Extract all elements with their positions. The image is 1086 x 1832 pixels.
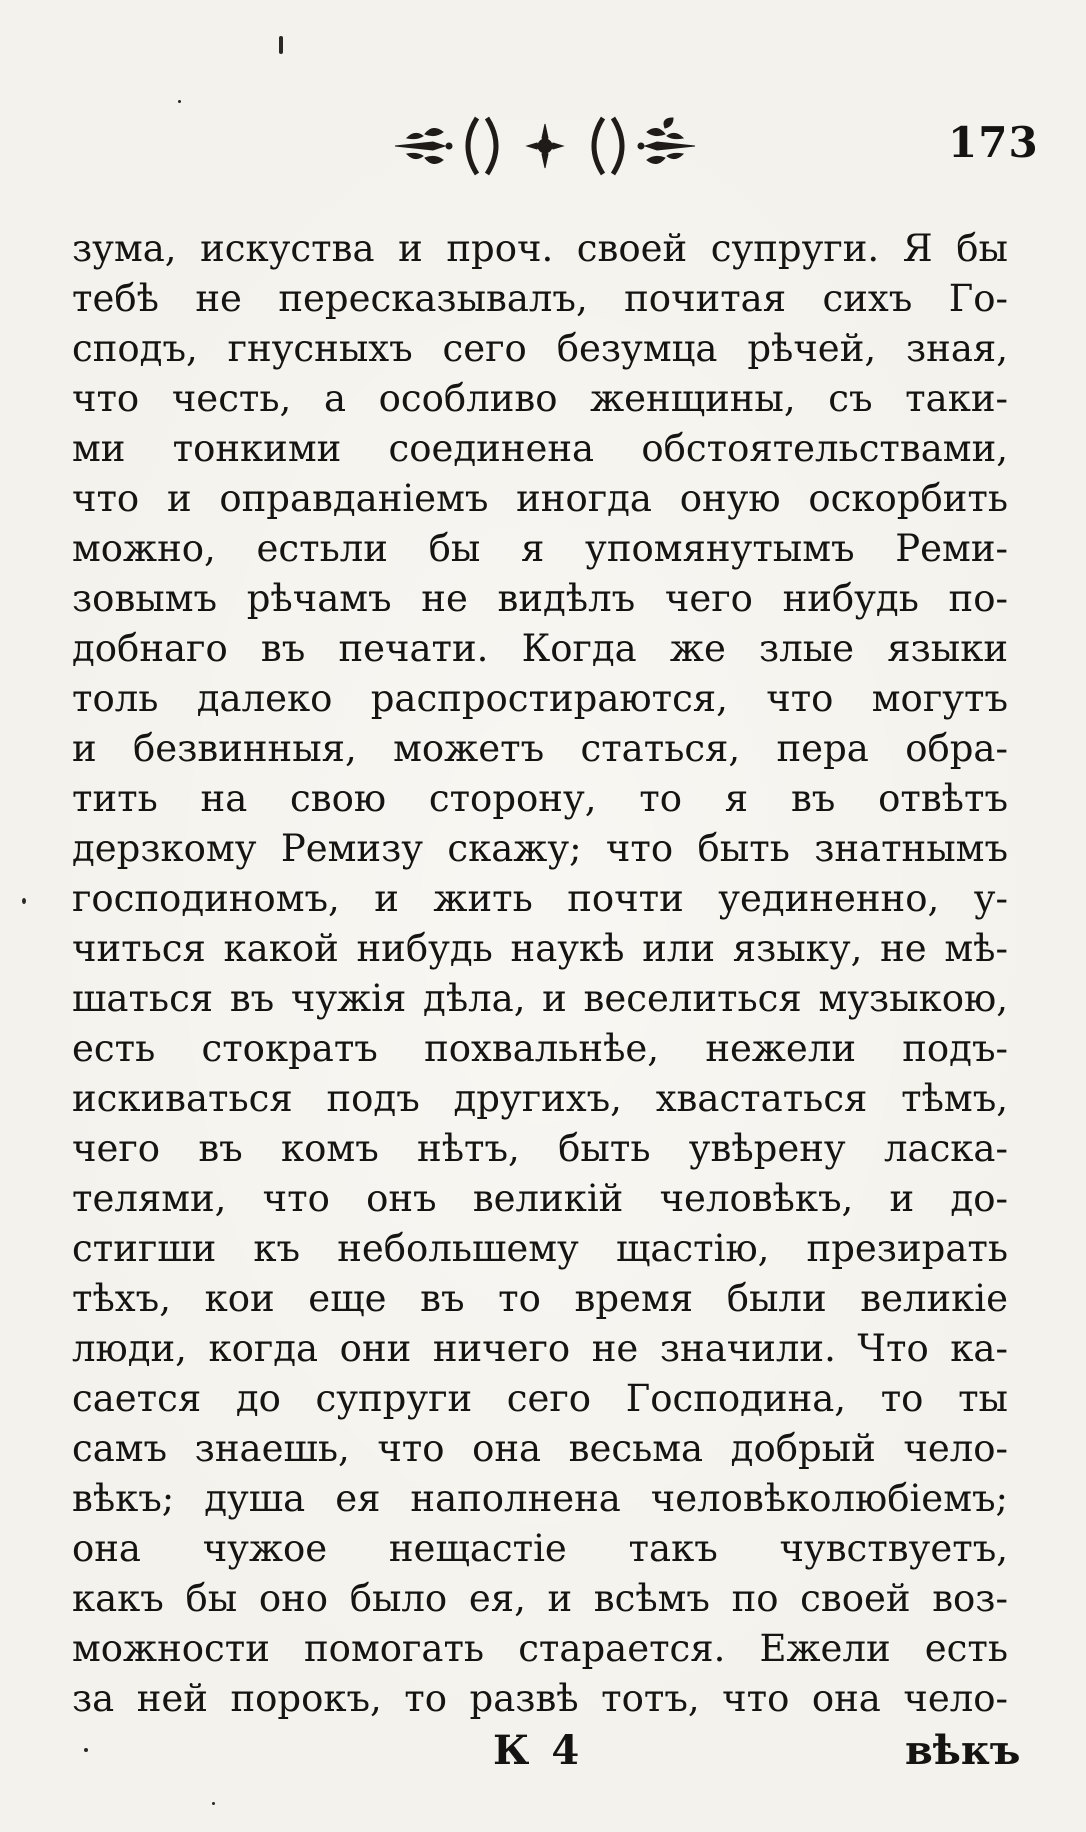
ink-speck — [212, 1802, 215, 1805]
text-line: что и оправданіемъ иногда оную оскорбить — [72, 477, 1008, 520]
text-line: господиномъ, и жить почти уединенно, у- — [72, 877, 1008, 920]
text-line: зовымъ рѣчамъ не видѣлъ чего нибудь по- — [72, 577, 1008, 620]
text-line: шаться въ чужія дѣла, и веселиться музыкою, — [72, 977, 1008, 1020]
text-line: стигши къ небольшему щастію, презирать — [72, 1227, 1008, 1270]
text-line: какъ бы оно было ея, и всѣмъ по своей воз- — [72, 1577, 1008, 1620]
text-line: есть стократъ похвальнѣе, нежели подъ- — [72, 1027, 1008, 1070]
signature-mark: К 4 — [493, 1727, 584, 1774]
text-line: за ней порокъ, то развѣ тотъ, что она чело- — [72, 1677, 1008, 1720]
ink-speck — [22, 898, 26, 904]
text-line: она чужое нещастіе такъ чувствуетъ, — [72, 1527, 1008, 1570]
text-line: читься какой нибудь наукѣ или языку, не мѣ- — [72, 927, 1008, 970]
ink-speck — [84, 1748, 88, 1752]
text-line: сподъ, гнусныхъ сего безумца рѣчей, зная, — [72, 327, 1008, 370]
text-line: искиваться подъ другихъ, хвастаться тѣмъ, — [72, 1077, 1008, 1120]
fleuron-ornament-icon — [385, 108, 705, 178]
text-line: люди, когда они ничего не значили. Что ка- — [72, 1327, 1008, 1370]
text-line: толь далеко распростираются, что могутъ — [72, 677, 1008, 720]
text-line: дерзкому Ремизу скажу; что быть знатнымъ — [72, 827, 1008, 870]
text-line: самъ знаешь, что она весьма добрый чело- — [72, 1427, 1008, 1470]
text-line: можно, естьли бы я упомянутымъ Реми- — [72, 527, 1008, 570]
ink-mark — [279, 36, 283, 54]
text-line: сается до супруги сего Господина, то ты — [72, 1377, 1008, 1420]
page-number: 173 — [948, 118, 1039, 167]
text-line: добнаго въ печати. Когда же злые языки — [72, 627, 1008, 670]
text-line: чего въ комъ нѣтъ, быть увѣрену ласка- — [72, 1127, 1008, 1170]
text-line: можности помогать старается. Ежели есть — [72, 1627, 1008, 1670]
text-line: вѣкъ; душа ея наполнена человѣколюбіемъ; — [72, 1477, 1008, 1520]
text-line: тить на свою сторону, то я въ отвѣтъ — [72, 777, 1008, 820]
ink-speck — [178, 100, 181, 103]
catchword: вѣкъ — [905, 1727, 1021, 1774]
text-line: и безвинныя, можетъ статься, пера обра- — [72, 727, 1008, 770]
text-line: что честь, а особливо женщины, съ таки- — [72, 377, 1008, 420]
text-line: тебѣ не пересказывалъ, почитая сихъ Го- — [72, 277, 1008, 320]
body-text — [72, 224, 1008, 1724]
text-line: телями, что онъ великій человѣкъ, и до- — [72, 1177, 1008, 1220]
text-line: тѣхъ, кои еще въ то время были великіе — [72, 1277, 1008, 1320]
text-line: ми тонкими соединена обстоятельствами, — [72, 427, 1008, 470]
text-line: зума, искуства и проч. своей супруги. Я бы — [72, 227, 1008, 270]
